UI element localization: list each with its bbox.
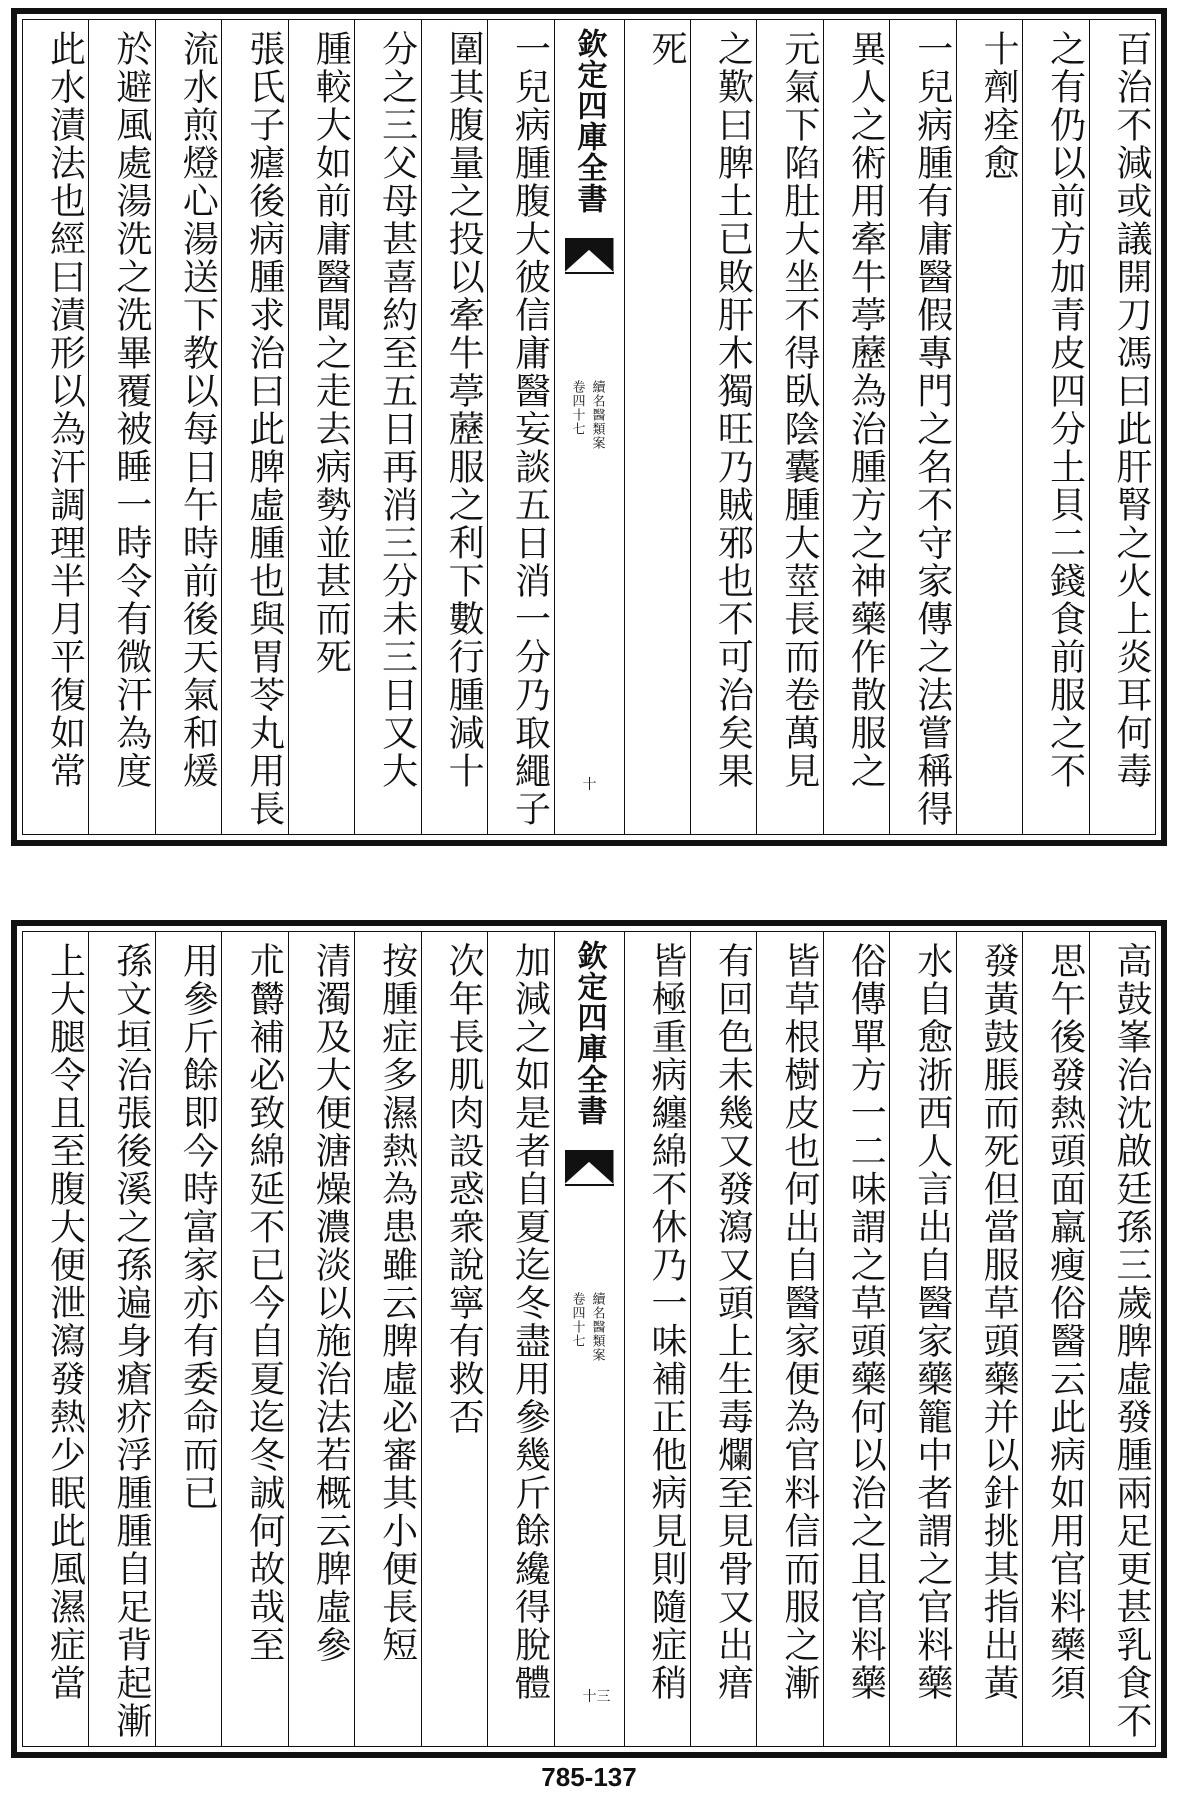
text-column: 皆草根樹皮也何出自醫家便為官料信而服之漸	[756, 932, 822, 1746]
text-column: 用參斤餘即今時富家亦有委命而已	[155, 932, 221, 1746]
text-column: 死	[624, 20, 690, 834]
text-column: 俗傳單方一二味謂之草頭藥何以治之且官料藥	[823, 932, 889, 1746]
text-column: 分之三父母甚喜約至五日再消三分未三日又大	[354, 20, 420, 834]
book-title: 欽定四庫全書	[571, 940, 607, 1126]
text-column: 孫文垣治張後溪之孫遍身瘡疥浮腫腫自足背起漸	[88, 932, 154, 1746]
text-column: 腫較大如前庸醫聞之走去病勢並甚而死	[288, 20, 354, 834]
text-column: 按腫症多濕熱為患雖云脾虛必審其小便長短	[354, 932, 420, 1746]
fish-tail-rule	[565, 272, 614, 274]
text-column: 於避風處湯洗之洗畢覆被睡一時令有微汗為度	[88, 20, 154, 834]
book-subtitle: 續名醫類案	[589, 380, 605, 450]
text-column: 十劑痊愈	[956, 20, 1022, 834]
text-column: 發黃鼓脹而死但當服草頭藥并以針挑其指出黃	[956, 932, 1022, 1746]
fish-tail-ornament	[565, 238, 614, 272]
text-column: 清濁及大便溏燥濃淡以施治法若概云脾虛參	[288, 932, 354, 1746]
text-column: 異人之術用牽牛葶藶為治腫方之神藥作散服之	[823, 20, 889, 834]
text-column: 一兒病腫腹大彼信庸醫妄談五日消一分乃取繩子	[487, 20, 553, 834]
book-subtitle: 續名醫類案	[589, 1292, 605, 1362]
book-title: 欽定四庫全書	[571, 28, 607, 214]
leaf-number: 十	[582, 777, 597, 793]
text-column: 高鼓峯治沈啟廷孫三歲脾虛發腫兩足更甚乳食不	[1089, 932, 1155, 1746]
text-column: 水自愈浙西人言出自醫家藥籠中者謂之官料藥	[889, 932, 955, 1746]
fish-tail-ornament	[565, 1150, 614, 1184]
center-fold-header	[554, 932, 624, 1746]
text-column: 思午後發熱頭面羸瘦俗醫云此病如用官料藥須	[1022, 932, 1088, 1746]
text-column: 流水煎燈心湯送下教以每日午時前後天氣和煖	[155, 20, 221, 834]
text-column: 元氣下陷肚大坐不得臥陰囊腫大莖長而卷萬見	[756, 20, 822, 834]
text-column: 此水漬法也經曰漬形以為汗調理半月平復如常	[44, 30, 86, 790]
text-column: 皆極重病纏綿不休乃一味補正他病見則隨症稍	[624, 932, 690, 1746]
bottom-page-block	[11, 920, 1167, 1758]
volume-label: 卷四十七	[569, 380, 585, 436]
text-column: 次年長肌肉設惑衆說寧有救否	[421, 932, 487, 1746]
text-column: 百治不減或議開刀馮曰此肝腎之火上炎耳何毒	[1089, 20, 1155, 834]
text-column: 朮欝補必致綿延不已今自夏迄冬誠何故哉至	[221, 932, 287, 1746]
text-column: 之有仍以前方加青皮四分土貝二錢食前服之不	[1022, 20, 1088, 834]
center-fold-header	[554, 20, 624, 834]
text-column: 張氏子瘧後病腫求治曰此脾虛腫也與胃苓丸用長	[221, 20, 287, 834]
page-footer-number: 785-137	[541, 1762, 637, 1792]
text-column: 加減之如是者自夏迄冬盡用參幾斤餘纔得脫體	[487, 932, 553, 1746]
text-column: 上大腿令且至腹大便泄瀉發熱少眠此風濕症當	[44, 942, 86, 1702]
bottom-page-frame	[22, 931, 1156, 1747]
volume-label: 卷四十七	[569, 1292, 585, 1348]
fish-tail-rule	[565, 1184, 614, 1186]
top-page-block	[11, 8, 1167, 846]
text-column: 圍其腹量之投以牽牛葶藶服之利下數行腫減十	[421, 20, 487, 834]
text-column: 一兒病腫有庸醫假專門之名不守家傳之法嘗稱得	[889, 20, 955, 834]
leaf-number: 十三	[582, 1689, 611, 1705]
top-page-frame	[22, 19, 1156, 835]
text-column: 有回色未幾又發瀉又頭上生毒爛至見骨又出瘄	[690, 932, 756, 1746]
text-column: 之歎曰脾土已敗肝木獨旺乃賊邪也不可治矣果	[690, 20, 756, 834]
